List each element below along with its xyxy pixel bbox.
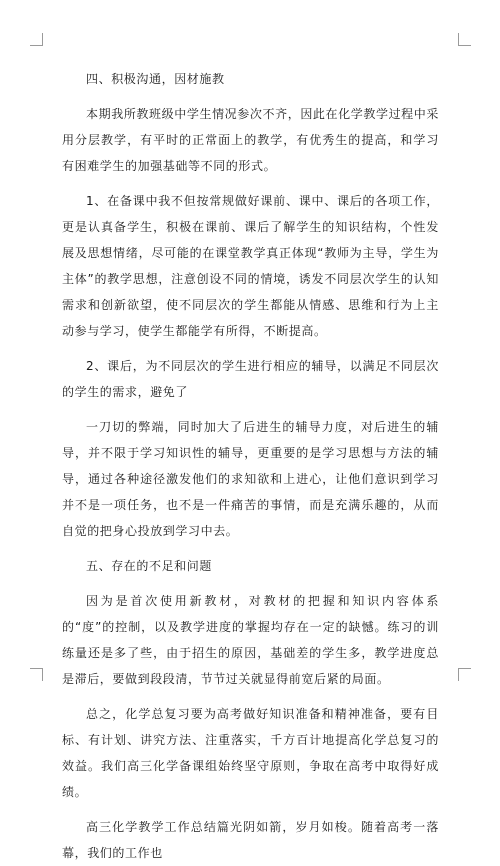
paragraph-next-article: 高三化学教学工作总结篇光阴如箭，岁月如梭。随着高考一落幕，我们的工作也 bbox=[62, 820, 439, 860]
paragraph-after-class: 2、课后，为不同层次的学生进行相应的辅导，以满足不同层次的学生的需求，避免了 bbox=[62, 359, 439, 399]
paragraph-summary: 总之，化学总复习要为高考做好知识准备和精神准备，要有目标、有计划、讲究方法、注重落实，千方百计地提高化学总复习的效益。我们高三化学备课组始终坚守原则，争取在高考中取得好成绩。 bbox=[62, 707, 439, 799]
paragraph-lesson-prep: 1、在备课中我不但按常规做好课前、课中、课后的各项工作，更是认真备学生，积极在课前、课后了解学生的知识结构，个性发展及思想情绪，尽可能的在课堂教学真正体现“教师为主导，学生为主体”的教学思想，注意创设不同的情境，诱发不同层次学生的认知需求和创新欲望，使不同层次的学生都能从情感、思维和行为上主动参与学习，使学生都能学有所得，不断提高。 bbox=[62, 194, 439, 338]
paragraph-layered-teaching: 本期我所教班级中学生情况参次不齐，因此在化学教学过程中采用分层教学，有平时的正常面上的教学，有优秀生的提高，和学习有困难学生的加强基础等不同的形式。 bbox=[62, 107, 439, 173]
crop-mark-bottom-left bbox=[30, 668, 43, 681]
paragraph-tutoring: 一刀切的弊端，同时加大了后进生的辅导力度，对后进生的辅导，并不限于学习知识性的辅导，更重要的是学习思想与方法的辅导，通过各种途径激发他们的求知欲和上进心，让他们意识到学习并不是一项任务，也不是一件痛苦的事情，而是充满乐趣的，从而自觉的把身心投放到学习中去。 bbox=[62, 420, 439, 538]
document-body bbox=[62, 66, 439, 866]
section-heading-shortcomings: 五、存在的不足和问题 bbox=[86, 559, 213, 573]
paragraph-new-textbook: 因为是首次使用新教材，对教材的把握和知识内容体系的“度”的控制，以及教学进度的掌握均存在一定的缺憾。练习的训练量还是多了些，由于招生的原因，基础差的学生多，教学进度总是滞后，要做到段段清，节节过关就显得前宽后紧的局面。 bbox=[62, 594, 439, 686]
crop-mark-top-left bbox=[30, 33, 43, 46]
crop-mark-bottom-right bbox=[458, 668, 471, 681]
section-heading-communication: 四、积极沟通，因材施教 bbox=[86, 72, 225, 86]
crop-mark-top-right bbox=[458, 33, 471, 46]
